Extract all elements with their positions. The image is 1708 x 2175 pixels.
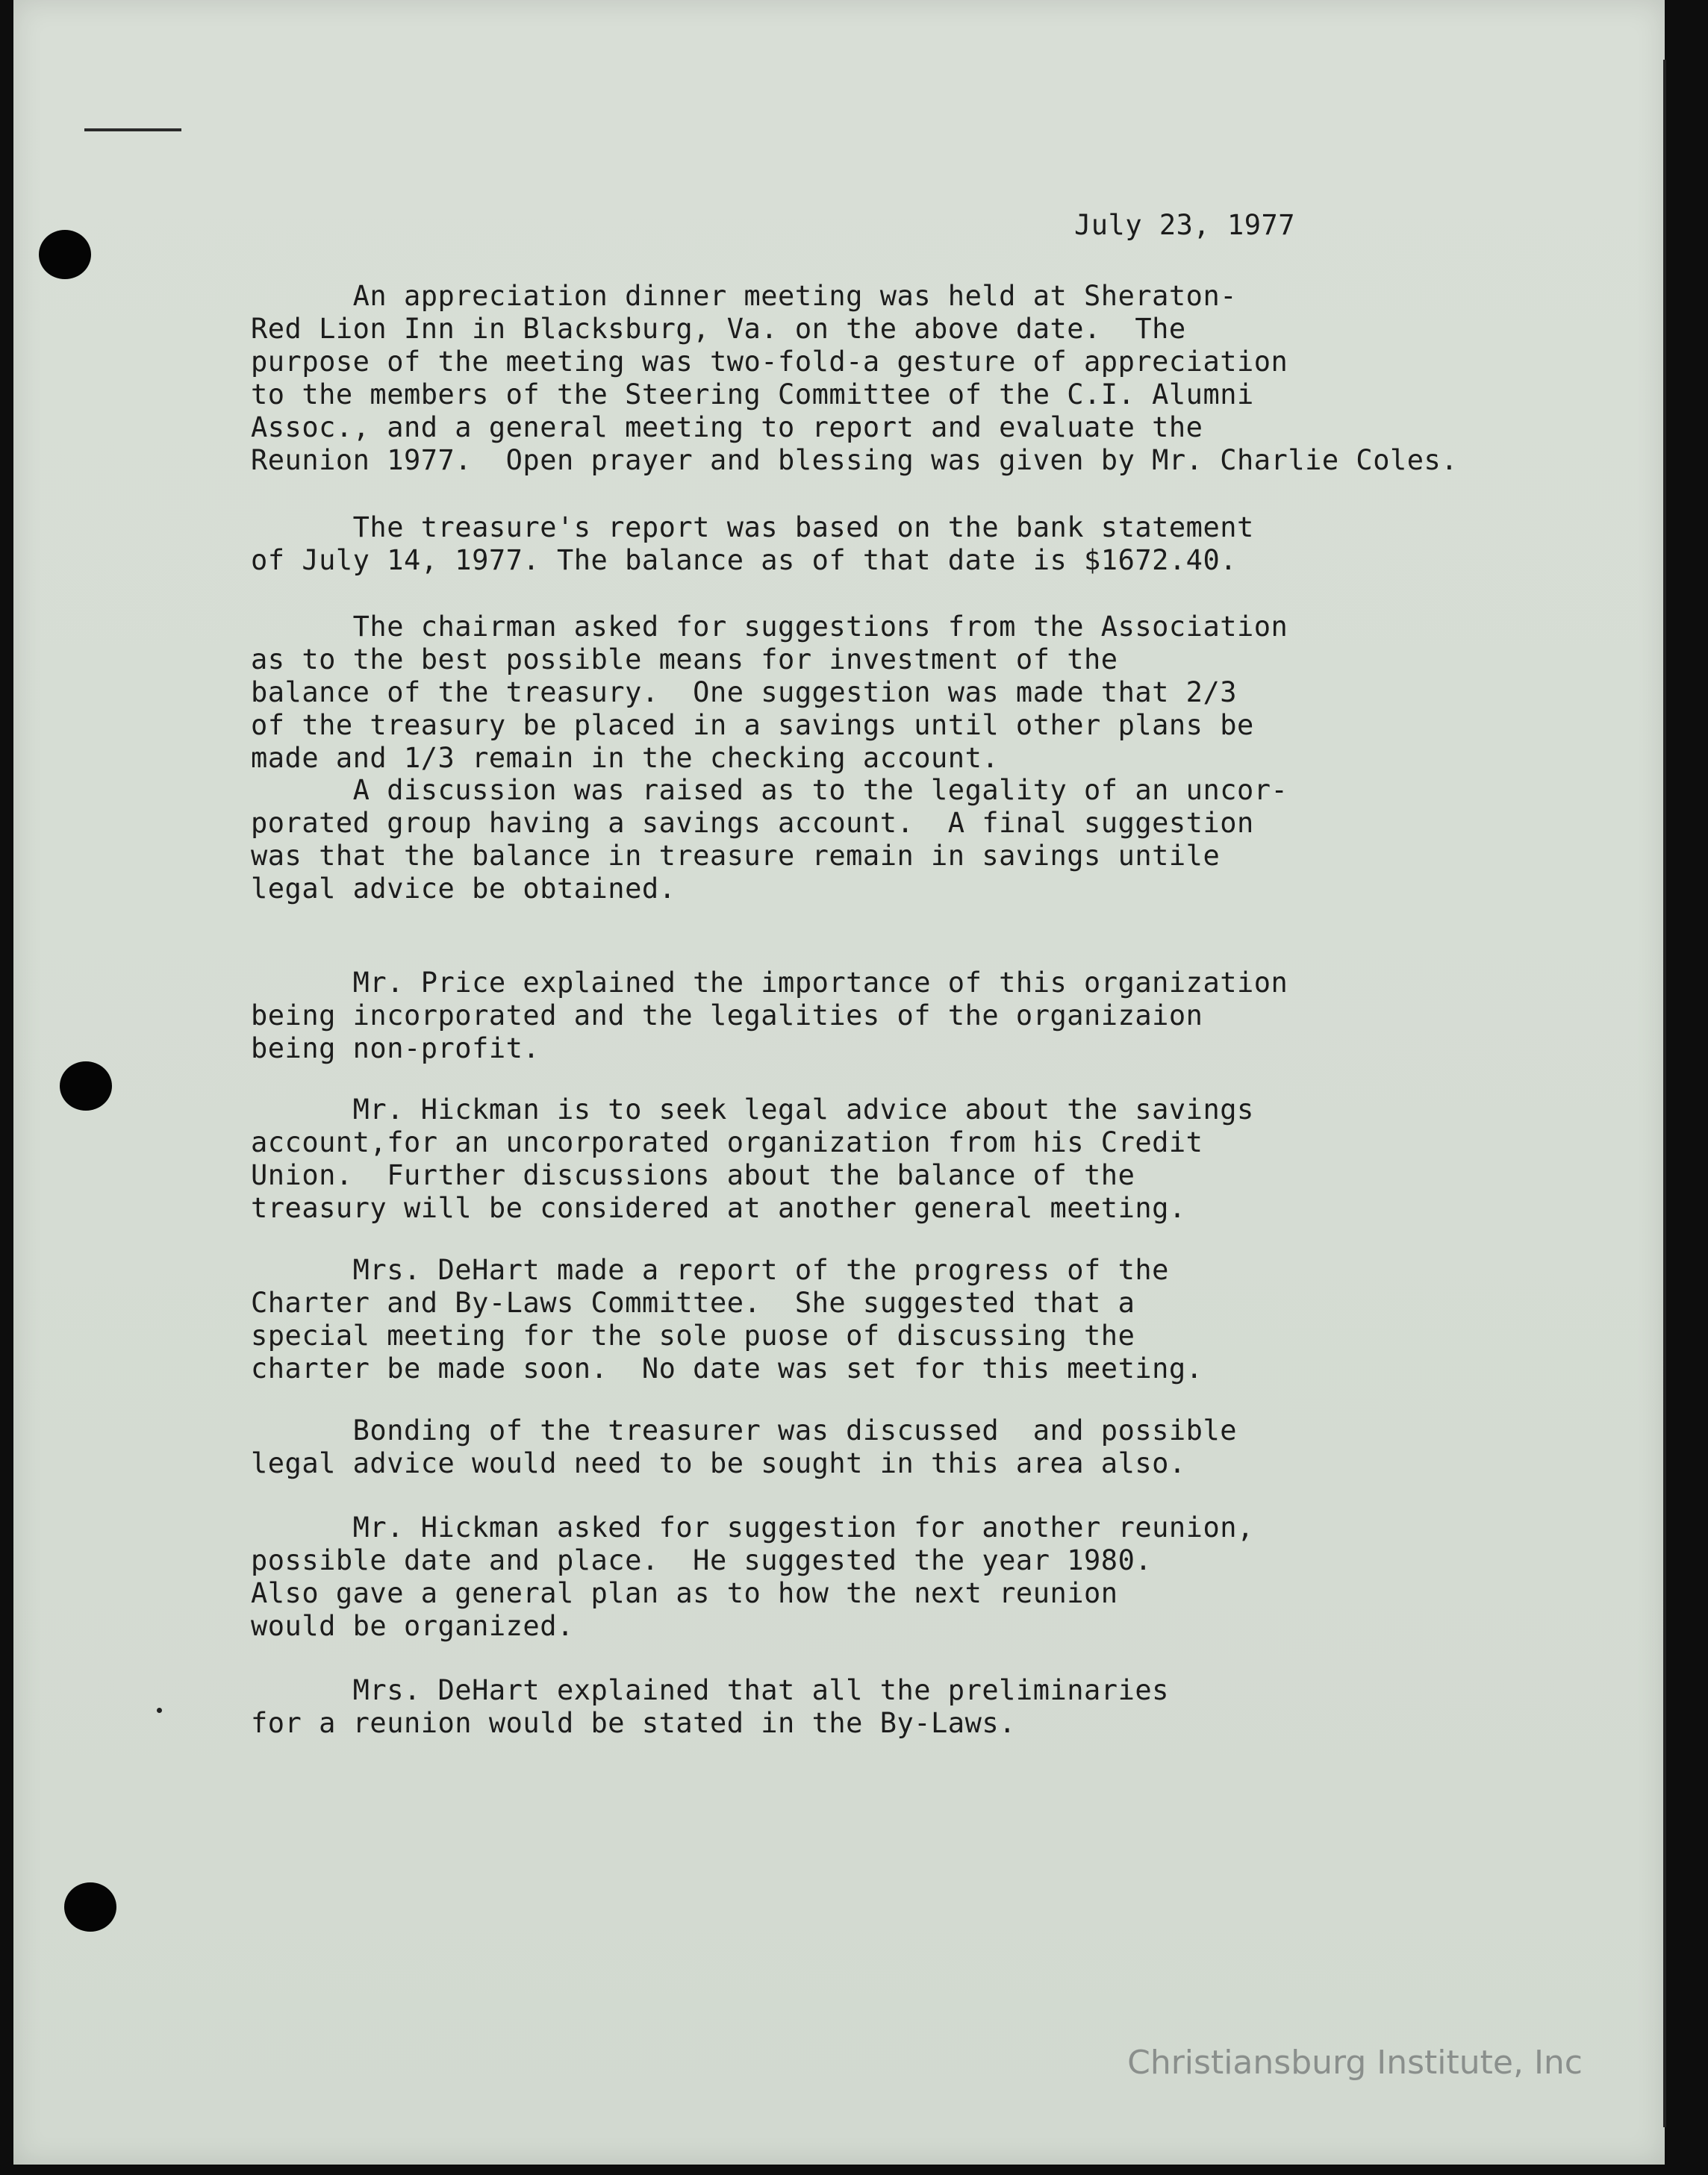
paragraph-treasurer-report: The treasure's report was based on the bank statement of July 14, 1977. The balance as of that date is $1672.40. [251, 511, 1254, 576]
watermark-text: Christiansburg Institute, Inc [1127, 2044, 1583, 2082]
paragraph-incorporation: Mr. Price explained the importance of this organization being incorporated and the legalities of the organizaion being non-profit. [251, 967, 1288, 1064]
document-page [13, 0, 1665, 2165]
paragraph-preliminaries: Mrs. DeHart explained that all the preliminaries for a reunion would be stated in the By-Laws. [251, 1674, 1169, 1739]
paragraph-legal-advice: Mr. Hickman is to seek legal advice about the savings account,for an uncorporated organization from his Credit Union. Further discussions about the balance of the treasury will be considered at another general meeting. [251, 1093, 1254, 1224]
paragraph-investment-suggestions: The chairman asked for suggestions from the Association as to the best possible means for investment of the balance of the treasury. One suggestion was made that 2/3 of the treasury be placed in a savings until other plans be made and 1/3 remain in the checking account. [251, 611, 1288, 774]
letter-date: July 23, 1977 [1074, 209, 1296, 241]
staple-mark [84, 128, 181, 131]
page-edge-line [1663, 60, 1666, 2127]
paragraph-charter-bylaws: Mrs. DeHart made a report of the progress of the Charter and By-Laws Committee. She suggested that a special meeting for the sole puose of discussing the charter be made soon. No date was set for this meeting. [251, 1254, 1203, 1385]
punch-hole-bottom [64, 1882, 116, 1932]
paragraph-bonding: Bonding of the treasurer was discussed and possible legal advice would need to be sought in this area also. [251, 1414, 1238, 1479]
paragraph-dinner-meeting: An appreciation dinner meeting was held at Sheraton- Red Lion Inn in Blacksburg, Va. on the above date. The purpose of the meeting was two-fold-a gesture of appreciation to the members of the Steering Committee of the C.I. Alumni Assoc., and a general meeting to report and evaluate the Reunion 1977. Open prayer and blessing was given by Mr. Charlie Coles. [251, 280, 1459, 476]
paragraph-savings-legality: A discussion was raised as to the legality of an uncor- porated group having a savings account. A final suggestion was that the balance in treasure remain in savings untile legal advice be obtained. [251, 774, 1288, 905]
punch-hole-top [39, 230, 91, 279]
paragraph-next-reunion: Mr. Hickman asked for suggestion for another reunion, possible date and place. He suggested the year 1980. Also gave a general plan as to how the next reunion would be organized. [251, 1511, 1254, 1642]
punch-hole-middle [60, 1061, 112, 1111]
speck [157, 1708, 162, 1713]
